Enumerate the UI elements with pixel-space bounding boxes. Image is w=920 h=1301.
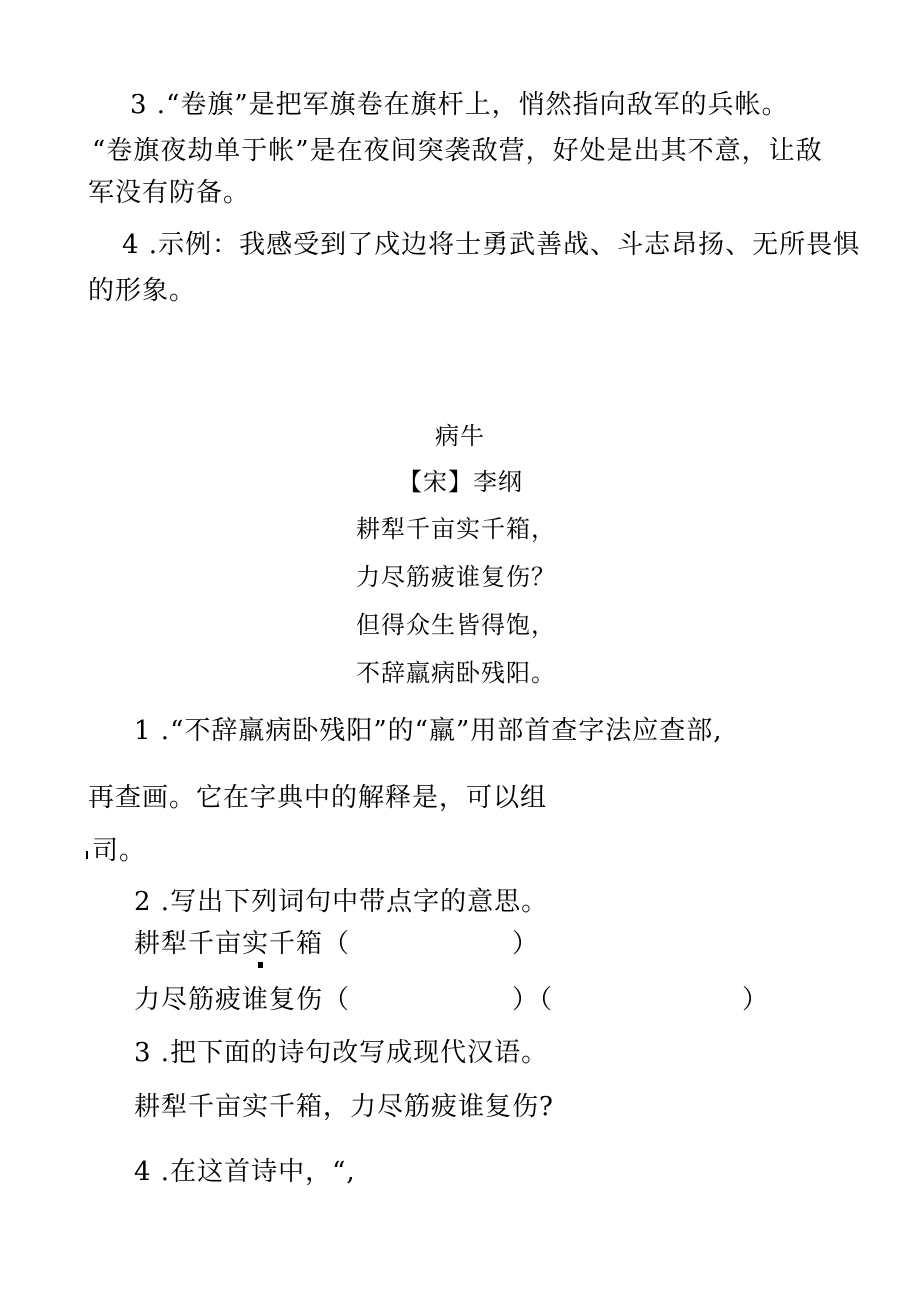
answer-4-line-2: 的形象。 xyxy=(88,276,197,306)
poem-line-4: 不辞羸病卧残阳。 xyxy=(356,659,556,687)
poem-line-1: 耕犁千亩实千箱， xyxy=(356,515,556,543)
question-2-item-2: 力尽筋疲谁复伤（ ）（ ） xyxy=(134,985,770,1015)
question-1-line-2: 再查画。它在字典中的解释是，可以组 xyxy=(88,783,548,813)
poem-author: 【宋】李纲 xyxy=(398,468,523,496)
answer-3-line-2: “卷旗夜劫单于帐”是在夜间突袭敌营，好处是出其不意，让敌 xyxy=(92,136,823,166)
emphasis-dot xyxy=(258,962,263,968)
answer-4-line-1: 4 .示例：我感受到了戍边将士勇武善战、斗志昂扬、无所畏惧 xyxy=(122,230,861,260)
question-2-prompt: 2 .写出下列词句中带点字的意思。 xyxy=(134,887,549,917)
poem-line-2: 力尽筋疲谁复伤？ xyxy=(356,563,556,591)
poem-line-3: 但得众生皆得饱， xyxy=(356,611,556,639)
poem-title: 病牛 xyxy=(435,422,485,450)
question-2-item-1: 耕犁千亩实千箱（ ） xyxy=(134,929,540,959)
question-3-item: 耕犁千亩实千箱，力尽筋疲谁复伤? xyxy=(134,1092,554,1122)
question-4-prompt: 4 .在这首诗中，“, xyxy=(134,1157,356,1187)
stray-mark xyxy=(86,851,88,859)
question-1-line-3: 司。 xyxy=(92,836,147,866)
answer-3-line-1: 3 .“卷旗”是把军旗卷在旗杆上，悄然指向敌军的兵帐。 xyxy=(130,90,789,120)
answer-3-line-3: 军没有防备。 xyxy=(88,178,251,208)
question-1-line-1: 1 .“不辞羸病卧残阳”的“羸”用部首查字法应查部, xyxy=(134,716,723,746)
question-3-prompt: 3 .把下面的诗句改写成现代汉语。 xyxy=(134,1038,549,1068)
